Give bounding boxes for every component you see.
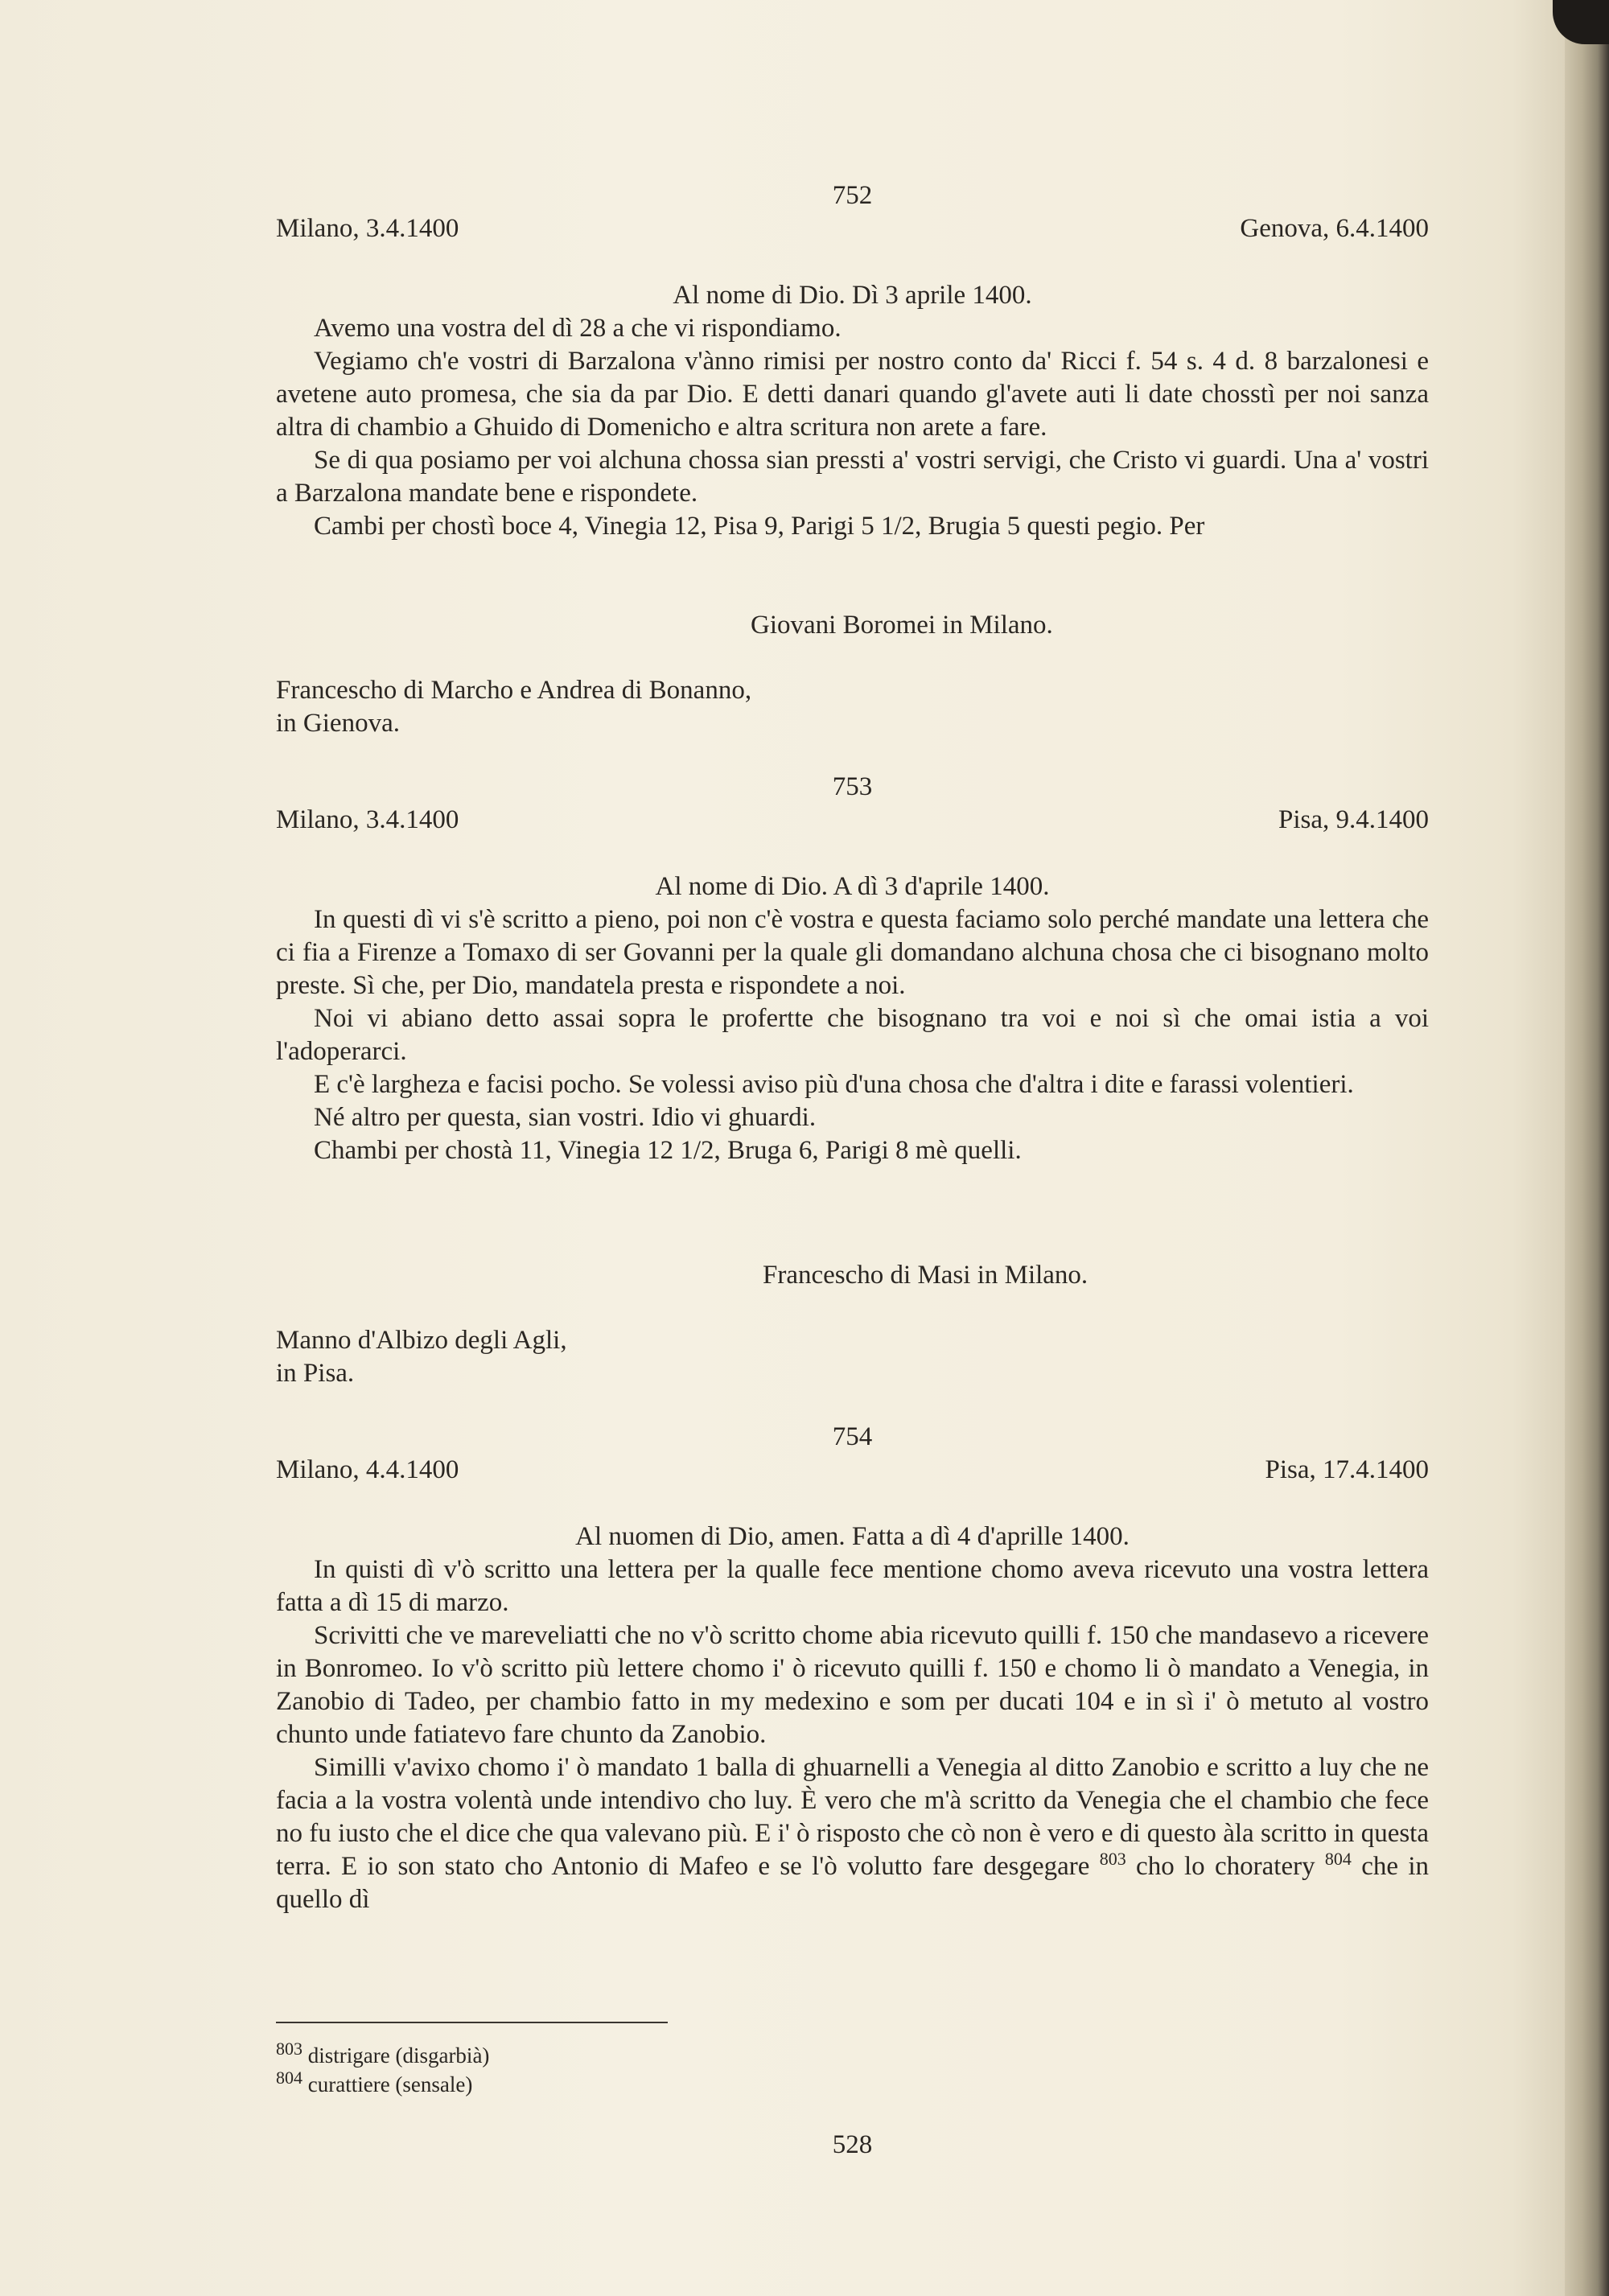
paragraph-text: che in quello dì bbox=[276, 1852, 1430, 1914]
paragraph: Noi vi abiano detto assai sopra le profertte che bisognano tra voi e noi sì che omai istia a voi l'adoperarci. bbox=[276, 1004, 1429, 1066]
paragraph-text: cho lo choratery bbox=[1136, 1852, 1315, 1881]
letter-752-signature: Giovani Boromei in Milano. bbox=[751, 611, 1053, 640]
letter-753-signature: Francescho di Masi in Milano. bbox=[763, 1261, 1088, 1290]
letter-753-to: Pisa, 9.4.1400 bbox=[1278, 805, 1429, 834]
paragraph: Chambi per chostà 11, Vinegia 12 1/2, Bruga 6, Parigi 8 mè quelli. bbox=[314, 1136, 1022, 1165]
footnote-803 bbox=[276, 2041, 489, 2070]
letter-753-address-line-1: Manno d'Albizo degli Agli, bbox=[276, 1326, 567, 1355]
paragraph: Se di qua posiamo per voi alchuna chossa sian pressti a' vostri servigi, che Cristo vi guardi. Una a' vostri a Barzalona mandate bene e rispondete. bbox=[276, 446, 1429, 508]
letter-754-from: Milano, 4.4.1400 bbox=[276, 1455, 459, 1484]
footnote-mark: 803 bbox=[276, 2039, 302, 2059]
page-number: 528 bbox=[832, 2130, 873, 2159]
letter-754-places bbox=[276, 1455, 1429, 1485]
footnote-ref-803[interactable]: 803 bbox=[1099, 1849, 1126, 1869]
letter-753-address-line-2: in Pisa. bbox=[276, 1359, 355, 1388]
letter-752-address-line-1: Francescho di Marcho e Andrea di Bonanno, bbox=[276, 676, 752, 705]
letter-753-body bbox=[276, 903, 1429, 1167]
letter-754-to: Pisa, 17.4.1400 bbox=[1265, 1455, 1429, 1484]
paragraph: Vegiamo ch'e vostri di Barzalona v'ànno rimisi per nostro conto da' Ricci f. 54 s. 4 d. 8 barzalonesi e avetene auto promesa, che sia da par Dio. E detti danari quando gl'avete auti li date chosstì per noi sanza altra di chambio a Ghuido di Domenicho e altra scritura non arete a fare. bbox=[276, 347, 1429, 442]
letter-752-heading: Al nome di Dio. Dì 3 aprile 1400. bbox=[673, 281, 1032, 310]
letter-753-number: 753 bbox=[832, 772, 873, 801]
letter-753-from: Milano, 3.4.1400 bbox=[276, 805, 459, 834]
letter-754-heading: Al nuomen di Dio, amen. Fatta a dì 4 d'aprille 1400. bbox=[575, 1522, 1130, 1551]
letter-752-to: Genova, 6.4.1400 bbox=[1240, 214, 1429, 243]
paragraph-text: Similli v'avixo chomo i' ò mandato 1 balla di ghuarnelli a Venegia al ditto Zanobio e scritto a luy che ne facia a la vostra volentà unde intendivo cho luy. È vero che m'à scritto da Venegia che el chambio che fece no fu iusto che el dice che qua valevano più. E i' ò risposto che cò non è vero e di questo àla scritto in questa terra. E io son stato cho Antonio di Mafeo e se l'ò volutto fare desgegare bbox=[276, 1753, 1429, 1881]
paragraph: In quisti dì v'ò scritto una lettera per la qualle fece mentione chomo aveva ricevuto una vostra lettera fatta a dì 15 di marzo. bbox=[276, 1555, 1429, 1617]
paragraph: E c'è largheza e facisi pocho. Se volessi aviso più d'una chosa che d'altra i dite e farassi volentieri. bbox=[314, 1070, 1354, 1099]
paragraph: Scrivitti che ve mareveliatti che no v'ò scritto chome abia ricevuto quilli f. 150 che mandasevo a ricevere in Bonromeo. Io v'ò scritto più lettere chomo i' ò ricevuto quilli f. 150 e chomo li ò mandato a Venegia, in Zanobio di Tadeo, per chambio fatto in my medexino e som per ducati 104 e in sì i' ò metuto al vostro chunto unde fatiatevo fare chunto da Zanobio. bbox=[276, 1621, 1429, 1749]
paragraph bbox=[276, 1751, 1429, 1916]
footnote-text: curattiere (sensale) bbox=[307, 2072, 473, 2096]
paragraph: Né altro per questa, sian vostri. Idio vi ghuardi. bbox=[314, 1103, 817, 1132]
paragraph: In questi dì vi s'è scritto a pieno, poi non c'è vostra e questa faciamo solo perché mandate una lettera che ci fia a Firenze a Tomaxo di ser Govanni per la quale gli domandano alchuna chosa che ci bisognano molto preste. Sì che, per Dio, mandatela presta e rispondete a noi. bbox=[276, 905, 1429, 1000]
book-spine bbox=[1565, 0, 1609, 2296]
footnote-804 bbox=[276, 2070, 472, 2099]
footnote-text: distrigare (disgarbià) bbox=[307, 2043, 490, 2068]
letter-752-number: 752 bbox=[832, 181, 873, 210]
letter-754-body bbox=[276, 1553, 1429, 1916]
letter-752-address-line-2: in Gienova. bbox=[276, 709, 400, 738]
letter-753-places bbox=[276, 805, 1429, 835]
letter-752-from: Milano, 3.4.1400 bbox=[276, 214, 459, 243]
footnote-mark: 804 bbox=[276, 2068, 302, 2088]
footnote-ref-804[interactable]: 804 bbox=[1324, 1849, 1352, 1869]
letter-754-number: 754 bbox=[832, 1422, 873, 1451]
letter-753-heading: Al nome di Dio. A dì 3 d'aprile 1400. bbox=[655, 872, 1050, 901]
footnote-separator bbox=[276, 2022, 668, 2023]
letter-752-places bbox=[276, 214, 1429, 244]
letter-752-body bbox=[276, 312, 1429, 543]
paragraph: Cambi per chostì boce 4, Vinegia 12, Pisa 9, Parigi 5 1/2, Brugia 5 questi pegio. Per bbox=[314, 512, 1205, 541]
paragraph: Avemo una vostra del dì 28 a che vi rispondiamo. bbox=[314, 314, 842, 343]
